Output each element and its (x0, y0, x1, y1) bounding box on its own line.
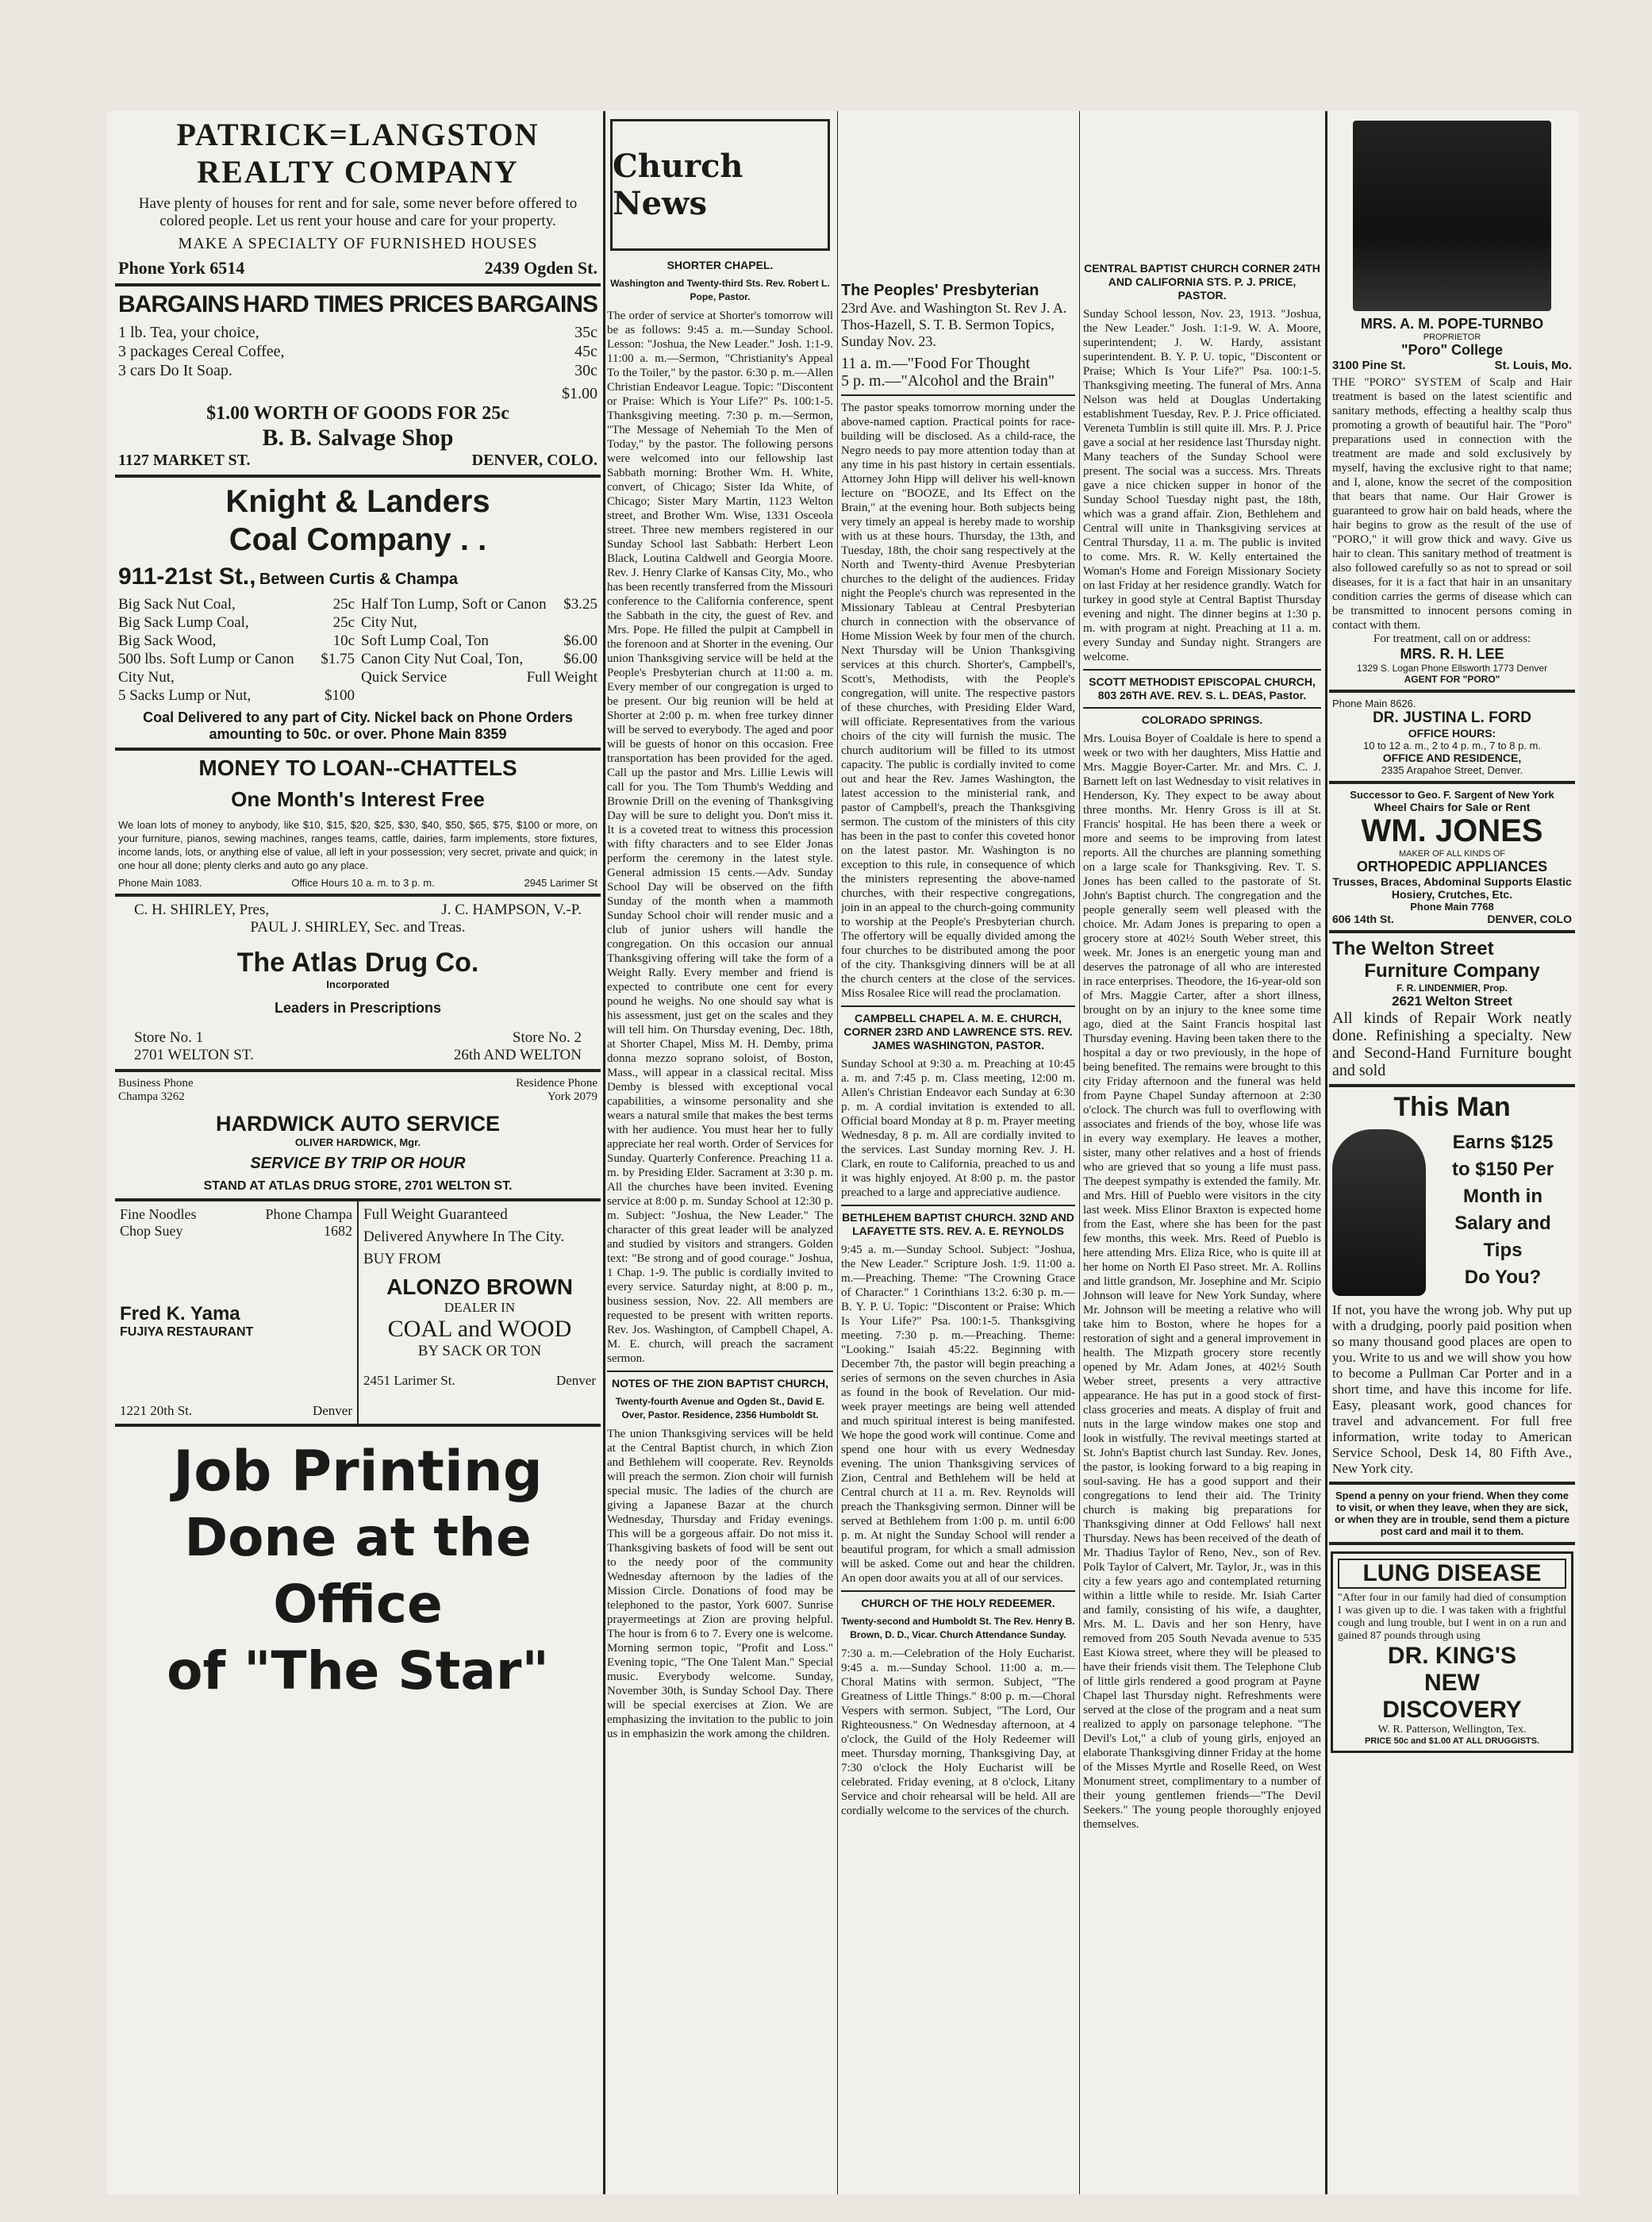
coal-item-price: 10c (332, 632, 355, 649)
ads-column-right (1329, 111, 1575, 2194)
church-column-2 (841, 111, 1075, 2194)
hardwick-ad (115, 1072, 601, 1201)
bargain-offer: $1.00 WORTH OF GOODS FOR 25c (206, 403, 509, 424)
ad-title: The Atlas Drug Co. (236, 948, 479, 978)
ad-body: We loan lots of money to anybody, like $10, $15, $20, $25, $30, $40, $50, $65, $75, $100 or more, on your furniture, pianos, sewing machines, ranges teams, cattle, dairies, farm implements, store fixtures, income lands, lots, or anything else of value, all left in your possession; very secret, private and quick; in one hour all done; plenty clerks and auto go any place. (118, 819, 597, 871)
phone-label: Residence Phone (516, 1077, 597, 1090)
bargain-item-name: 3 packages Cereal Coffee, (118, 343, 285, 360)
ad-product: COAL and WOOD (387, 1316, 572, 1342)
coal-item-row (118, 650, 355, 686)
coal-item-price: $100 (325, 687, 355, 704)
ad-tagline: Leaders in Prescriptions (274, 1000, 442, 1016)
alonzo-ad (359, 1201, 601, 1424)
ad-city: Denver (312, 1403, 352, 1418)
coal-item-row (118, 595, 355, 613)
bargain-list (118, 323, 597, 380)
coal-item-name: 500 lbs. Soft Lump or Canon City Nut, (118, 651, 294, 686)
coal-item-price: $6.00 (563, 632, 597, 649)
ad-line: Delivered Anywhere In The City. (363, 1228, 565, 1245)
ad-city: DENVER, COLO. (471, 452, 597, 469)
money-loan-ad (115, 751, 601, 897)
phone-label: Business Phone (118, 1077, 194, 1090)
ad-line: PROPRIETOR (1423, 333, 1481, 342)
article-body: Sunday School lesson, Nov. 23, 1913. "Joshua, the New Leader." Josh. 1:1-9. W. A. Moore, superintendent; J. W. Hardy, assistant superintendent. B. Y. P. U. topic, "Discontent or Praise; Which Is Your Life?" Psa. 100:1-5. Thanksgiving meeting. The funeral of Mrs. Anna Nelson was held at Douglas Undertaking establishment Tuesday, Rev. P. J. Price officiated. Vereneta Tumblin is still quite ill. Mrs. P. J. Price gave a social at her residence last Thursday night. Many teachers of the Sunday School were present. The social was a success. Mrs. Threats gave a nice chicken supper in honor of the Sunday School Tuesday night past, the 18th, which was a grand affair. Zion, Bethlehem and Central will unite in Thanksgiving services at Central Thursday, 11 a. m. The public is invited to come. Mrs. R. W. Kelly entertained the Woman's Home and Foreign Missionary Society on last Friday at her residence grandly. Watch for turkey in good style at Central Baptist Thursday evening and night. The dinner begins at 1:30 p. m. with program at night. Preaching at 11 a. m. every Sunday and Sunday night. Strangers are welcome. (1083, 308, 1321, 663)
agent-for: AGENT FOR "PORO" (1404, 674, 1500, 685)
store-address: 26th AND WELTON (453, 1047, 582, 1063)
ads-column-left (115, 111, 601, 2194)
ad-line: OFFICE HOURS: (1408, 727, 1496, 740)
ad-body: Trusses, Braces, Abdominal Supports Elastic Hosiery, Crutches, Etc. (1332, 875, 1572, 901)
bargain-item-price: 35c (574, 324, 597, 341)
ad-title: ALONZO BROWN (386, 1274, 573, 1299)
coal-item-name: Big Sack Nut Coal, (118, 596, 236, 613)
bargain-item-name: 3 cars Do It Soap. (118, 362, 232, 379)
patrick-langston-ad (115, 111, 601, 286)
sermon-topic: 5 p. m.—"Alcohol and the Brain" (841, 372, 1055, 390)
article-subheading: Washington and Twenty-third Sts. Rev. Robert L. Pope, Pastor. (610, 278, 830, 302)
coal-item-name: Quick Service (361, 669, 448, 686)
store-label: Store No. 1 (134, 1029, 204, 1046)
coal-item-price: 25c (332, 596, 355, 613)
phone-number: 1682 (324, 1223, 352, 1239)
ad-title: MONEY TO LOAN--CHATTELS (198, 755, 517, 780)
ad-phone: Phone Main 1083. (118, 877, 202, 889)
lung-disease-ad (1331, 1551, 1573, 1753)
ad-line: Earns $125 (1452, 1132, 1554, 1153)
ad-title: LUNG DISEASE (1338, 1559, 1566, 1589)
menu-item: Fine Noodles (120, 1206, 197, 1222)
officer: C. H. SHIRLEY, Pres, (134, 901, 270, 918)
ad-hours: 10 to 12 a. m., 2 to 4 p. m., 7 to 8 p. m. (1362, 740, 1541, 752)
brand-name: DISCOVERY (1382, 1697, 1522, 1723)
agent-address: 1329 S. Logan Phone Ellsworth 1773 Denver (1356, 663, 1548, 674)
ad-phone: Phone Main 8626. (1332, 698, 1416, 709)
ad-title: DR. JUSTINA L. FORD (1373, 709, 1531, 726)
menu-item: Chop Suey (120, 1223, 183, 1239)
ad-line: MAKER OF ALL KINDS OF (1398, 849, 1506, 859)
article-heading: SCOTT METHODIST EPISCOPAL CHURCH, 803 26TH AVE. REV. S. L. DEAS, Pastor. (1089, 675, 1316, 702)
ad-title: Knight & Landers (225, 484, 490, 519)
ad-line: BUY FROM (363, 1251, 442, 1267)
testimonial-author: W. R. Patterson, Wellington, Tex. (1377, 1724, 1527, 1736)
coal-item-name: 5 Sacks Lump or Nut, (118, 687, 252, 704)
ad-line: DEALER IN (444, 1300, 516, 1315)
article-heading: BETHLEHEM BAPTIST CHURCH. 32ND AND LAFAYETTE STS. REV. A. E. REYNOLDS (842, 1211, 1074, 1237)
portrait-photo (1353, 121, 1551, 311)
coal-item-price: 25c (332, 614, 355, 631)
ad-title: Fred K. Yama (120, 1303, 240, 1324)
ad-heading: BARGAINS (476, 291, 597, 317)
bargain-item-price: 30c (574, 362, 597, 379)
ad-title: PATRICK=LANGSTON (176, 117, 540, 152)
coal-price-list (361, 595, 597, 705)
ad-body: "After four in our family had died of consumption I was given up to die. I was taken with a frightful cough and lung trouble, but I went in on a run and gained 87 pounds through using (1338, 1592, 1566, 1642)
article-body: Sunday School at 9:30 a. m. Preaching at 10:45 a. m. and 7:45 p. m. Class meeting, 12:00 m. Allen's Christian Endeavor each Sunday at 6:30 p. m. A cordial invitation is extended to all. Official board Monday at 8 p. m. Prayer meeting Wednesday, 8 p. m. All are cordially invited to the services. Last Sunday morning Rev. J. H. Clark, en route to California, preached to us and it was highly enjoyed. At 8:00 p. m. the pastor preached to a large and appreciative audience. (841, 1058, 1075, 1199)
this-man-ad (1329, 1087, 1575, 1485)
ad-title: WM. JONES (1361, 813, 1543, 848)
store-label: Store No. 2 (512, 1029, 582, 1046)
article-subheading: Twenty-second and Humboldt St. The Rev. Henry B. Brown, D. D., Vicar. Church Attendance Sunday. (841, 1616, 1075, 1640)
officer: PAUL J. SHIRLEY, Sec. and Treas. (250, 919, 466, 936)
coal-item-name: Soft Lump Coal, Ton (361, 632, 489, 649)
column-rule (1079, 111, 1080, 2194)
ad-title: REALTY COMPANY (197, 154, 519, 190)
bargain-total: $1.00 (562, 385, 597, 402)
ad-title: This Man (1393, 1092, 1511, 1122)
ad-line: Salary and Tips (1454, 1213, 1551, 1261)
coal-item-name: Big Sack Wood, (118, 632, 217, 649)
ad-address: 2451 Larimer St. (363, 1373, 455, 1388)
ad-title: Furniture Company (1364, 960, 1540, 982)
article-heading: CHURCH OF THE HOLY REDEEMER. (861, 1597, 1055, 1609)
article-body: The pastor speaks tomorrow morning under the above-named caption. Practical points for race-building will be disclosed. As a child-race, the Negro needs to pay more attention today than at any time in his past history in certain essentials. Attorney John Hipp will deliver his well-known lecture on "BOOZE, and Its Effect on the Brain," at the evening hour. Both subjects being very timely an appeal is hereby made to worship with us at these hours. Thursday, the 13th, and Tuesday, 18th, the choir sang respectively at the North and Twenty-third Avenue Presbyterian churches to the delight of the audiences. Friday night the People's church was represented in the Missionary Tableau at Central Presbyterian church in connection with the observance of Home Mission Week by four men of the church. Next Thursday will be Union Thanksgiving services at this church. Shorter's, Campbell's, Scott's, Methodists, with the People's congregation, will unite. The respective pastors of these churches, with Presiding Elder Ward, will officiate. Representatives from the various choirs of the city will furnish the music. The church auditorium will be filled to its utmost capacity. The public is cordially invited to come out and hear the Rev. James Washington, the latest accession to the ministerial rank, and pastor of Campbell's, preach the Thanksgiving sermon. The custom of the ministers of this city has been in the past to confer this coveted honor on the latest pastor. Mr. Washington is no exception to this rule, in consequence of which the ministers representing the above-named churches, with their respective congregations, join in an appeal to the church-going community to worship at the People's Presbyterian church. The offertory will be equally divided among the four churches to be distributed among the poor of the city. Thanksgiving dinners will be at all the church centers at the close of the services. Miss Rosalee Rice will read the proclamation. (841, 402, 1075, 1000)
ad-line: Full Weight Guaranteed (363, 1206, 508, 1223)
ad-inc: Incorporated (326, 978, 390, 990)
bargain-shop: B. B. Salvage Shop (262, 425, 454, 451)
ad-city: Denver (555, 1373, 596, 1388)
ad-address: 3100 Pine St. (1332, 359, 1406, 372)
ad-hours: Office Hours 10 a. m. to 3 p. m. (291, 877, 435, 889)
ad-body: THE "PORO" SYSTEM of Scalp and Hair treatment is based on the latest scientific and sanitary methods, effecting a healthy scalp thus promoting a growth of beautiful hair. The "Poro" preparations used in connection with the treatment are made and sold exclusively by myself, having the exclusive right to that name; and I, alone, know the secret of the composition that bears that name. Our Hair Grower is guaranteed to grow hair on bald heads, where the hair begins to grow as the result of the use of "PORO," it will grow thick and wavy. Give us hair to clean. This sanitary method of treatment is also followed carefully so as not to spread or soil diseases, for it is a fact that hair in an unsanitary condition carries the germs of disease which can be transmitted to innocent persons coming in contact with them. (1332, 376, 1572, 632)
ad-body: If not, you have the wrong job. Why put up with a drudging, poorly paid position when so many thousand good places are open to you. Write to us and we will show you how to become a Pullman Car Porter and in a short time, and have this income for life. Easy, pleasant work, good chances for travel and advancement. For full free information, write today to American Service School, Desk 14, 80 Fifth Ave., New York city. (1332, 1302, 1572, 1476)
ad-title: of "The Star" (167, 1640, 549, 1701)
ad-address: 606 14th St. (1332, 913, 1394, 925)
jones-ad (1329, 784, 1575, 933)
article-heading: CAMPBELL CHAPEL A. M. E. CHURCH, CORNER 23RD AND LAWRENCE STS. REV. JAMES WASHINGTON, PASTOR. (843, 1012, 1073, 1051)
ad-heading: HARD TIMES PRICES (243, 291, 473, 317)
ad-footer: Coal Delivered to any part of City. Nickel back on Phone Orders amounting to 50c. or over. Phone Main 8359 (143, 709, 573, 742)
article-heading: NOTES OF THE ZION BAPTIST CHURCH, (612, 1377, 828, 1390)
article-subheading: 23rd Ave. and Washington St. Rev J. A. Thos-Hazell, S. T. B. Sermon Topics, Sunday Nov. 23. (841, 300, 1067, 349)
church-column-1 (607, 111, 833, 2194)
church-news-banner (610, 119, 830, 251)
ad-title: Job Printing (173, 1439, 543, 1504)
penny-notice: Spend a penny on your friend. When they come to visit, or when they leave, when they are sick, or when they are in trouble, send them a picture post card and mail it to them. (1329, 1485, 1575, 1545)
coal-item-price: $1.75 (321, 651, 355, 667)
coal-item-row (361, 632, 597, 650)
ad-address: 1127 MARKET ST. (118, 452, 251, 469)
ad-title: The Welton Street (1332, 938, 1494, 959)
brand-name: NEW (1424, 1670, 1480, 1696)
coal-item-row (361, 668, 597, 686)
article-body: 9:45 a. m.—Sunday School. Subject: "Joshua, the New Leader." Scripture Josh. 1:9. 11:00 a. m.—Preaching. Theme: "The Crowning Grace of Character." 1 Corinthians 13:2. 6:30 p. m.—B. Y. P. U. Topic: "Discontent or Praise: Which Is Your Life?" Psa. 100:1-5. Thanksgiving meeting. 7:30 p. m.—Preaching. Theme: "Looking." Isaiah 45:22. Beginning with December 7th, the pastor will begin preaching a series of sermons on the seven churches in Asia as found in the book of Revelation. Our mid-week prayer meetings are being well attended and much spiritual interest is being manifested. We hope the good work will continue. Come and spend one hour with us every Wednesday evening. The union Thanksgiving services of Zion, Central and Bethlehem will be held at Central church at 11 a. m. Rev. Reynolds will preach the Thanksgiving sermon. Dinner will be served at Bethlehem from 1:00 p. m. until 6:00 p. m. At night the Sunday School will render a beautiful program, for which a small admission will be asked. Come out and hear the children. An open door awaits you at all of our services. (841, 1244, 1075, 1585)
ad-title: MRS. A. M. POPE-TURNBO (1360, 316, 1544, 332)
article-body: The order of service at Shorter's tomorrow will be as follows: 9:45 a. m.—Sunday School. Lesson: "Joshua, the New Leader." Josh. 1:1-9. 11:00 a. m.—Sermon, "Christianity's Appeal To the Toiler," by the pastor. 6:30 p. m.—Allen Christian Endeavor League. Topic: "Discontent or Praise: Which is Your Life?" Ps. 100:1-5. Thanksgiving meeting. 7:30 p. m.—Sermon, "The Message of Nehemiah To the Men of Today," by the pastor. The following persons were welcomed into our fellowship last Sabbath morning: Brother Wm. H. White, convert, of Chicago; Sister Ida White, of Chicago; Sister Mary Martin, 1123 Welton street, and Brother Wm. Wise, 1331 Osceola street. Three new members registered in our Sunday School last Sabbath: Herbert Leon Black, Loutina Caldwell and Georgia Moore. Rev. J. Henry Clarke of Kansas City, Mo., who has been recently transferred from the Missouri conference to the California conference, spent the Sabbath in the city, the guest of Rev. and Mrs. Pope. He filled the pulpit at Campbell in the forenoon and at Shorter in the evening. Our union Thanksgiving service will be held at the People's Presbyterian church at 11:00 a. m. Every member of our congregation is urged to be present. Our big reunion will be held at Shorter at 2:00 p. m. when free turkey dinner will be served to everybody. The aged and poor will be guests of honor on this occasion. Free transportation has been provided for the aged. Call up the pastor and Mrs. Lillie Lewis will call for you. The Tom Thumb's Wedding and Brownie Drill on the evening of Thanksgiving Day will be sure to delight you. Don't miss it. It is a coveted treat to witness this procession with fifty characters and to see Elder Jonas perform the ceremony in the latest style. General admission 15 cents.—Adv. Sunday School Day will be observed on the fifth Sunday of the month when a mammoth Sunday School choir will render music and a club of junior ushers will handle the congregation. On this occasion our annual Thanksgiving offering will take the form of a Weight Rally. Every member and friend is expected to contribute one cent for every pound he weighs. No one should say what is his assessment, just get on the scales and they will tell him. On Thursday evening, Dec. 18th, at Shorter Chapel, Miss M. H. Demby, prima donna mezzo soprano soloist, of Boston, Mass., will appear in a classical recital. Miss Demby is blessed with exceptional vocal capabilities, a winsome personality and she wears a natural smile that makes the best terms with her audience. You must hear her to fully appreciate her real worth. Order of Services for Sunday. Quarterly Conference. Preaching 11 a. m. by Presiding Elder. Sacrament at 3:30 p. m. All the churches have been invited. Evening service at 8:00 p. m. Sunday School at 12:30 p. m. Subject: "Joshua, the New Leader." The character of this great leader will be analyzed and studied by visitors and strangers. Golden text: "Be strong and of good courage." Joshua, 1 Chap. 1-9. The public is cordially invited to every service. Saturday night, at 8:00 p. m., business session, Nov. 22. All members are requested to be present with written reports. Rev. Jos. Washington, of Campbell Chapel, A. M. E. church, will preach the sacrament sermon. (607, 309, 833, 1365)
coal-item-row (118, 686, 355, 705)
coal-item-name: Canon City Nut Coal, Ton, (361, 651, 524, 667)
ad-line: Wheel Chairs for Sale or Rent (1373, 801, 1531, 813)
coal-item-name: Big Sack Lump Coal, (118, 614, 249, 631)
coal-item-price: $6.00 (563, 651, 597, 667)
ad-body: Have plenty of houses for rent and for sale, some never before offered to colored people. Let us rent your house and care for your property. (138, 195, 578, 229)
ad-manager: OLIVER HARDWICK, Mgr. (294, 1136, 421, 1148)
ad-address: 2945 Larimer St (524, 877, 597, 889)
article-subheading: Twenty-fourth Avenue and Ogden St., David E. Over, Pastor. Residence, 2356 Humboldt St. (615, 1396, 825, 1420)
ad-address: 1221 20th St. (120, 1403, 193, 1418)
ad-service: SERVICE BY TRIP OR HOUR (250, 1155, 466, 1172)
coal-item-name: Half Ton Lump, Soft or Canon City Nut, (361, 596, 547, 631)
coal-price-list (118, 595, 355, 705)
ad-address: 2439 Ogden St. (484, 258, 597, 278)
ad-subtitle: One Month's Interest Free (231, 787, 485, 811)
ad-price: PRICE 50c and $1.00 AT ALL DRUGGISTS. (1364, 1736, 1540, 1746)
bargain-item-row (118, 361, 597, 380)
ad-line: F. R. LINDENMIER, Prop. (1396, 982, 1508, 994)
bargain-item-row (118, 323, 597, 342)
ad-city: DENVER, COLO (1487, 913, 1572, 925)
ad-phone: Phone York 6514 (118, 258, 245, 278)
yama-alonzo-row (115, 1201, 601, 1427)
ad-title: Done at the Office (184, 1507, 532, 1635)
coal-item-price: $3.25 (563, 596, 597, 613)
article-heading: COLORADO SPRINGS. (1141, 713, 1263, 726)
ad-city: St. Louis, Mo. (1494, 359, 1572, 372)
church-column-3 (1083, 111, 1321, 2194)
article-body: 7:30 a. m.—Celebration of the Holy Eucharist. 9:45 a. m.—Sunday School. 11:00 a. m.—Choral Matins with sermon. Subject, "The Greatness of Little Things." 8:00 p. m.—Choral Vespers with sermon. Subject, "The Lord, Our Righteousness." On Wednesday afternoon, at 4 o'clock, the Guild of the Holy Redeemer will meet. Thursday morning, Thanksgiving Day, at 7:30 o'clock the Holy Eucharist will be celebrated. Friday evening, at 8 o'clock, Litany Service and choir rehearsal will be held. All are cordially welcome to the services of the church. (841, 1647, 1075, 1817)
ad-subtitle: FUJIYA RESTAURANT (120, 1325, 254, 1339)
ad-heading: BARGAINS (118, 291, 240, 317)
ad-subtitle: "Poro" College (1400, 342, 1504, 358)
article-heading: CENTRAL BAPTIST CHURCH CORNER 24TH AND CALIFORNIA STS. P. J. PRICE, PASTOR. (1084, 262, 1320, 302)
bargain-item-row (118, 342, 597, 361)
article-body: The union Thanksgiving services will be held at the Central Baptist church, in which Zion and Bethlehem will cooperate. Rev. Reynolds will preach the sermon. Zion choir will furnish special music. The ladies of the church are giving a Japanese Bazar at the church Wednesday, Thursday and Friday evenings. This will be a gorgeous affair. Do not miss it. Thanksgiving baskets of food will be sent out to the needy poor of the community Wednesday afternoon by the ladies of the Mission Circle. Donations of food may be telephoned to the pastor, York 6007. Sunrise prayermeetings at Zion are proving helpful. The hour is from 6 to 7. Every one is welcome. Morning sermon topic, "Profit and Loss." Evening topic, "The One Talent Man." Special music. Everybody welcome. Sunday, November 30th, is Sunday School Day. There will be special exercises at Zion. We are emphasizing the invitation to the public to join us in emphasizin the work among the children. (607, 1428, 833, 1740)
ad-specialty: MAKE A SPECIALTY OF FURNISHED HOUSES (178, 235, 538, 252)
job-printing-ad (115, 1427, 601, 1716)
ad-body: All kinds of Repair Work neatly done. Refinishing a specialty. New and Second-Hand Furniture bought and sold (1332, 1009, 1572, 1079)
brand-name: DR. KING'S (1387, 1643, 1517, 1669)
ad-line: Do You? (1464, 1267, 1542, 1288)
bargain-item-price: 45c (574, 343, 597, 360)
knight-landers-ad (115, 478, 601, 751)
ad-line: For treatment, call on or address: (1373, 632, 1531, 645)
ad-line: to $150 Per (1451, 1159, 1554, 1180)
phone-label: Phone Champa (265, 1206, 352, 1222)
column-rule (603, 111, 605, 2194)
coal-item-row (118, 613, 355, 632)
article-heading: The Peoples' Presbyterian (841, 282, 1039, 299)
ad-line: OFFICE AND RESIDENCE, (1382, 752, 1522, 764)
article-body: Mrs. Louisa Boyer of Coaldale is here to spend a week or two with her daughters, Miss Hattie and Mrs. Maggie Boyer-Carter. Mr. and Mrs. C. J. Barnett left on last Wednesday to visit relatives in Henderson, Ky. They expect to be away about three months. Mr. Henry Gross is ill at St. Francis' hospital. He has been there a week or more and seems to be improving from latest reports. All the churches are planning something on a large scale for Thanksgiving. Rev. T. S. Jones has been called to the pastorate of St. John's Baptist church. The congregation and the people generally seem well pleased with the choice. Mr. Adam Jones is preparing to open a grocery store at 402½ South Weber street, this week. Mr. Jones is an energetic young man and deserves the patronage of all who are interested in race enterprises. Theodore, the 16-year-old son of Mrs. Maggie Carter, after a short illness, brought on by an injury to the knee some time ago, died at the Saint Francis hospital last Thursday evening. Having been taken there to the hospital a day or two previously, in the hope of being benefited. The remains were brought to this city Friday afternoon and the funeral was held from Payne Chapel Sunday afternoon at 2:30 o'clock. The church was full to overflowing with associates and friends of the boy, whose life was in every way exemplary. He leaves a mother, sister, many other relatives and a host of friends who are grieved that so young a life must pass. The deepest sympathy is extended the family. Mr. and Mrs. Hill of Pueblo were visitors in the city last week. Miss Elinor Braxton is expected home from the East, where she has been for the past few months, this week. Mrs. Reed of Pueblo is here attending Mrs. Eliza Rice, who is quite ill at her home on North El Paso street. Mr. A. Rollins and little grandson, Mr. Josephine and Mr. Scipio Johnson will leave for New York Sunday, where Mr. Johnson will be meeting a relative who will take him to Boston, where he hopes for a restoration of sight and a general improvement in health. The Mizpath grocery store recently opened by Mr. Adam Jones, at 402½ South Weber street, presents a very attractive appearance. He has put in a good stock of first-class groceries and meats. A display of fruit and nuts in the large window makes one stop and look in wistfully. The revival meetings started at St. John's Baptist church last Sunday. Rev. Jones, the pastor, is looking forward to a big reaping in soul-saving. He has a good support and their congregations to lend their aid. The Trinity church is making big preparations for Thanksgiving dinner at Odd Fellows' hall next Thursday. News has been received of the death of Mr. Thadius Taylor of Reno, Nev., son of Rev. Polk Taylor of Calvert, Mr. Taylor, Jr., was in this city a few years ago and contemplated returning within a little while to reside. Mr. Isiah Carter and family, consisting of his wife, a daughter, Mrs. M. L. Davis and her son Henry, have removed from 205 South Nevada avenue to 535 East Kiowa street, where they will be pleased to have their friends visit them. The Telephone Club of little girls rendered a good program at Payne Chapel last Thursday night. Refreshments were served at the close of the program and a neat sum realized to apply on parsonage telephone. "The Devil's Lot," a club of young girls, enjoyed an elaborate Thanksgiving dinner Friday at the home of the Misses Myrtle and Roselle Reed, on West Monument street, complimentary to a number of their young gentlemen friends—"The Devil Seekers." The young people thoroughly enjoyed themselves. (1083, 732, 1321, 1831)
coal-item-price: Full Weight (526, 669, 597, 686)
yama-ad (115, 1201, 359, 1424)
store-address: 2701 WELTON ST. (134, 1047, 254, 1063)
phone-number: Champa 3262 (118, 1090, 185, 1103)
column-rule (1325, 111, 1327, 2194)
ad-title: HARDWICK AUTO SERVICE (215, 1112, 501, 1136)
article-heading: SHORTER CHAPEL. (667, 259, 774, 271)
welton-furniture-ad (1329, 933, 1575, 1087)
poro-ad (1329, 111, 1575, 693)
coal-item-row (361, 650, 597, 668)
porter-illustration (1332, 1129, 1426, 1296)
atlas-drug-ad (115, 897, 601, 1072)
agent-name: MRS. R. H. LEE (1400, 646, 1504, 662)
coal-item-row (118, 632, 355, 650)
ad-title: Coal Company . . (229, 522, 487, 557)
ad-address: 911-21st St., (118, 563, 256, 590)
ad-between: Between Curtis & Champa (259, 571, 458, 588)
ford-ad (1329, 693, 1575, 784)
sermon-topic: 11 a. m.—"Food For Thought (841, 355, 1031, 372)
bargain-item-name: 1 lb. Tea, your choice, (118, 324, 259, 341)
ad-subtitle: ORTHOPEDIC APPLIANCES (1356, 859, 1548, 875)
section-title: Church News (613, 148, 743, 222)
ad-line: BY SACK OR TON (417, 1343, 542, 1359)
phone-number: York 2079 (547, 1090, 597, 1103)
ad-address: 2621 Welton Street (1392, 994, 1512, 1009)
coal-item-row (361, 595, 597, 632)
bargains-ad (115, 286, 601, 478)
newspaper-page (107, 111, 1579, 2194)
ad-line: Month in (1463, 1186, 1543, 1207)
ad-address: 2335 Arapahoe Street, Denver. (1381, 764, 1523, 776)
officer: J. C. HAMPSON, V.-P. (441, 901, 582, 918)
ad-phone: Phone Main 7768 (1410, 901, 1494, 913)
ad-stand: STAND AT ATLAS DRUG STORE, 2701 WELTON ST. (203, 1179, 513, 1193)
column-rule (837, 111, 838, 2194)
ad-line: Successor to Geo. F. Sargent of New York (1350, 789, 1554, 801)
